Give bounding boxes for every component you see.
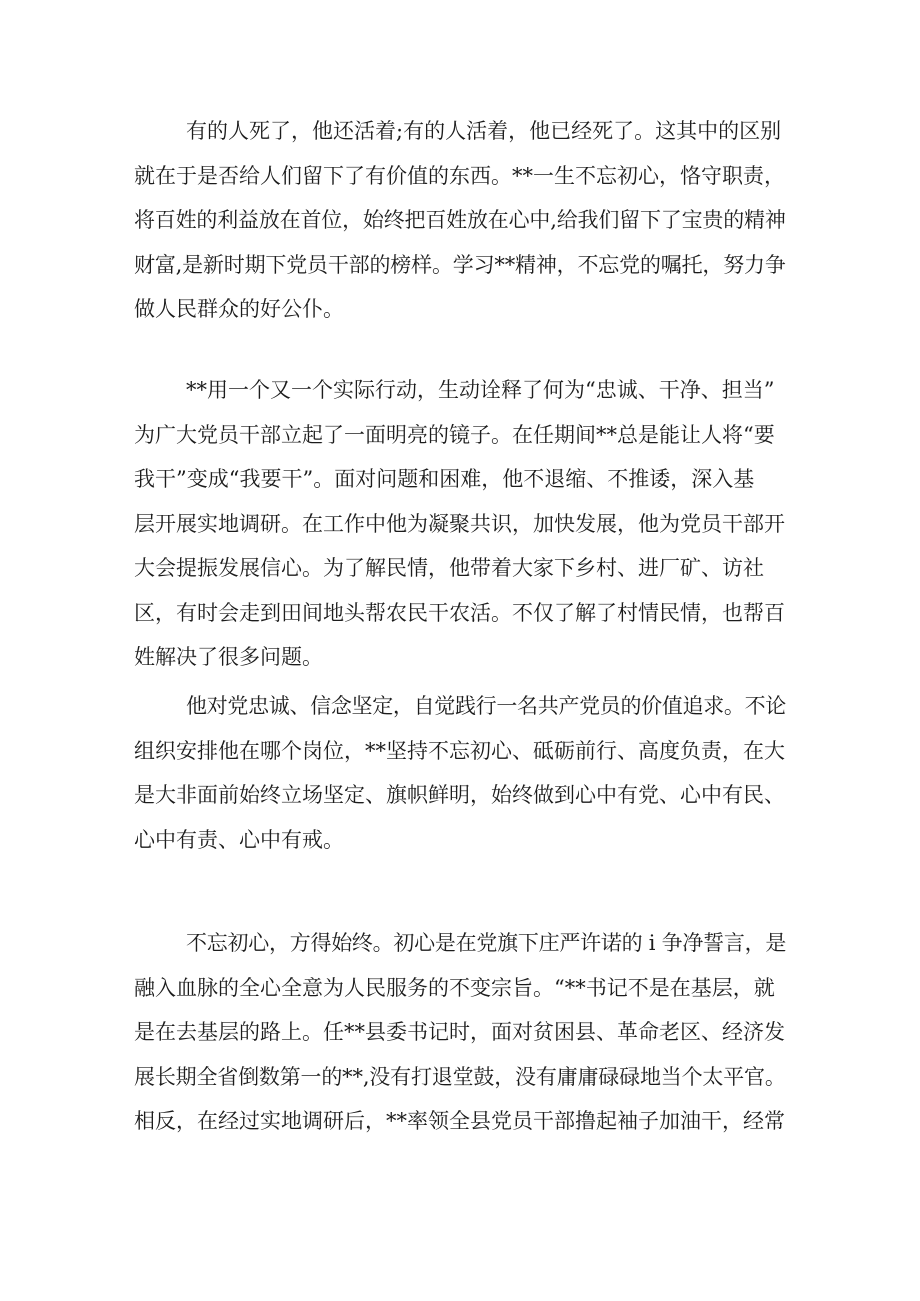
paragraph-2 [134,368,786,680]
text-line: 将百姓的利益放在首位，始终把百姓放在心中,给我们留下了宝贵的精神 [134,208,786,232]
text-line: 不忘初心，方得始终。初心是在党旗下庄严许诺的 i 争净誓言，是 [186,931,787,955]
text-line: 心中有责、心中有戒。 [134,827,344,852]
paragraph-3 [134,684,786,862]
text-line: 融入血脉的全心全意为人民服务的不变宗旨。“**书记不是在基层，就 [134,975,775,1000]
text-line: 为广大党员干部立起了一面明亮的镜子。在任期间**总是能让人将“要 [134,422,775,447]
text-line: 我干”变成“我要干”。面对问题和困难，他不退缩、不推诿，深入基 [134,467,755,491]
paragraph-4 [134,921,786,1144]
text-line: 大会提振发展信心。为了解民情，他带着大家下乡村、进厂矿、访社 [134,556,764,580]
text-line: 财富,是新时期下党员干部的榜样。学习**精神，不忘党的嘱托，努力争 [134,252,786,277]
text-line: 他对党忠诚、信念坚定，自觉践行一名共产党员的价值追求。不论 [186,694,786,718]
text-line: 相反，在经过实地调研后，**率领全县党员干部撸起袖子加油干，经常 [134,1109,785,1133]
text-line: 是在去基层的路上。任**县委书记时，面对贫困县、革命老区、经济发 [134,1020,785,1044]
text-line: 姓解决了很多问题。 [134,645,323,669]
text-line: 展长期全省倒数第一的**,没有打退堂鼓，没有庸庸碌碌地当个太平官。 [134,1064,786,1089]
text-line: 做人民群众的好公仆。 [134,297,344,321]
text-line: 就在于是否给人们留下了有价值的东西。**一生不忘初心，恪守职责， [134,163,785,188]
text-line: 层开展实地调研。在工作中他为凝聚共识，加快发展，他为党员干部开 [134,511,785,536]
text-line: 组织安排他在哪个岗位，**坚持不忘初心、砥砺前行、高度负责，在大 [134,738,785,763]
text-line: **用一个又一个实际行动，生动诠释了何为“忠诚、干净、担当” [186,378,775,402]
text-line: 区，有时会走到田间地头帮农民干农活。不仅了解了村情民情，也帮百 [134,600,785,625]
text-line: 有的人死了，他还活着;有的人活着，他已经死了。这其中的区别 [186,119,782,143]
text-line: 是大非面前始终立场坚定、旗帜鲜明，始终做到心中有党、心中有民、 [134,783,785,807]
paragraph-1 [134,109,786,332]
